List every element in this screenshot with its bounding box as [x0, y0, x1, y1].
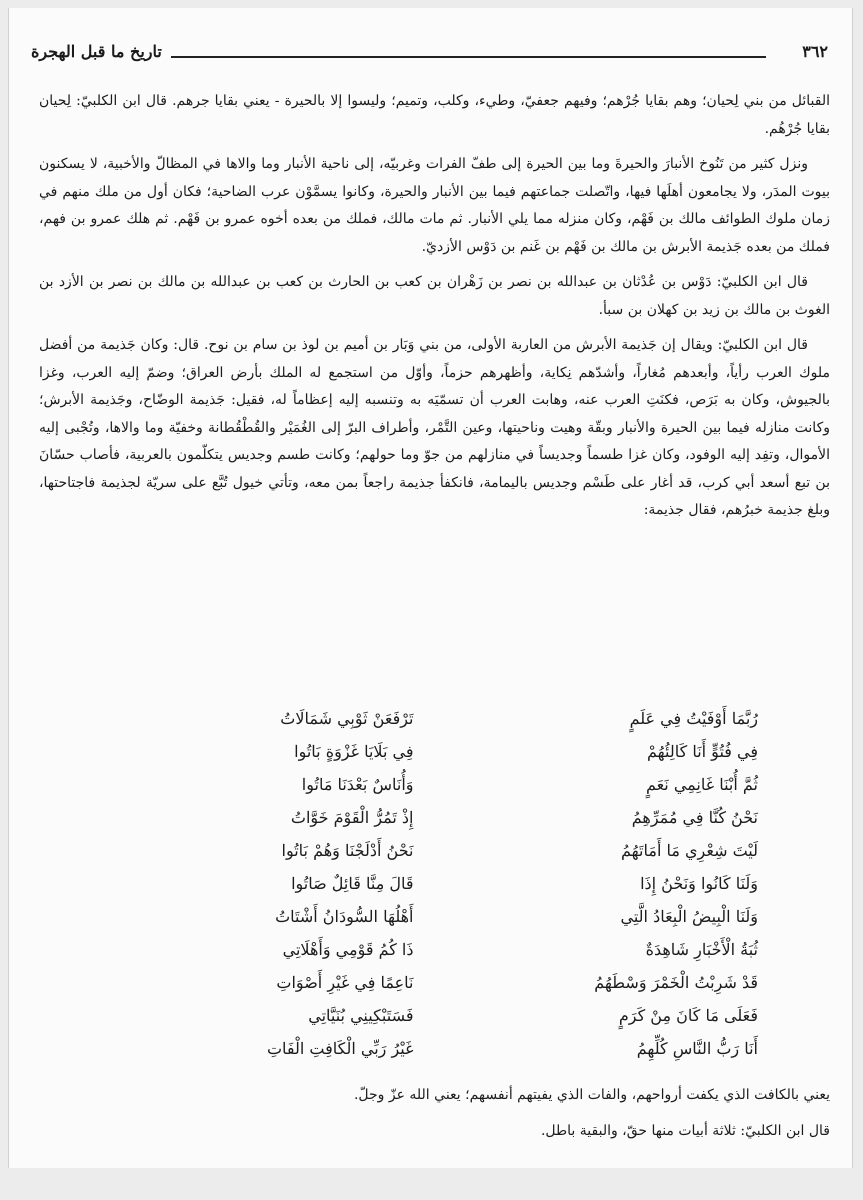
verse-first-hemistich: وَلَنَا الْبِيضُ الْبِعَادُ الَّتِي — [620, 907, 758, 926]
poem — [49, 702, 818, 1065]
poem-verse — [49, 702, 818, 735]
poem-verse — [49, 834, 818, 867]
verse-first-hemistich: ثُمَّ أُبْنَا غَانِمِي نَعَمٍ — [645, 775, 758, 794]
verse-second-hemistich: ذَا كُمُ قَوْمِي وَأَهْلَاتِي — [282, 940, 414, 959]
poem-verse — [49, 999, 818, 1032]
closing-text — [37, 1082, 830, 1153]
poem-verse — [49, 900, 818, 933]
verse-second-hemistich: إِذْ تَمُرُّ الْقَوْمَ خَوَّاتُ — [290, 808, 414, 827]
verse-first-hemistich: رُبَّمَا أَوْفَيْتُ فِي عَلَمٍ — [629, 709, 758, 728]
verse-first-hemistich: فِي فُتُوٍّ أَنَا كَالِئُهُمْ — [647, 742, 758, 761]
verse-first-hemistich: قَدْ شَرِبْتُ الْخَمْرَ وَسْطَهُمُ — [594, 973, 758, 992]
poem-verse — [49, 735, 818, 768]
verse-second-hemistich: فَسَتَبْكِينِي بُنَيَّاتِي — [308, 1006, 414, 1025]
verse-first-hemistich: نَحْنُ كُنَّا فِي مُمَرِّهِمُ — [631, 808, 758, 827]
verse-second-hemistich: غَيْرُ رَبِّي الْكَافِتِ الْفَاتِ — [266, 1039, 414, 1058]
poem-verse — [49, 801, 818, 834]
poem-verse — [49, 1032, 818, 1065]
verse-second-hemistich: نَاعِمًا فِي غَيْرِ أَصْوَاتِ — [276, 973, 414, 992]
paragraph: قال ابن الكلبيّ: دَوْس بن عُدْثان بن عبدالله بن نصر بن زَهْران بن كعب بن الحارث بن كعب بن عبدالله بن مالك بن نصر بن الأزد بن الغوث بن مالك بن زيد بن كهلان بن سبأ. — [39, 274, 830, 318]
verse-second-hemistich: أَهْلُهَا السُّودَانُ أَشْتَاتُ — [275, 907, 414, 926]
page-header — [31, 40, 828, 70]
verse-first-hemistich: لَيْتَ شِعْرِي مَا أَمَاتَهُمُ — [621, 841, 758, 860]
paragraph: قال ابن الكلبيّ: ثلاثة أبيات منها حقّ، والبقية باطل. — [540, 1122, 830, 1139]
paragraph: القبائل من بني لِحيان؛ وهم بقايا جُرْهم؛ وفيهم جعفيّ، وطيء، وكلب، وتميم؛ وليسوا إلا بالحيرة - يعني بقايا جرهم. قال ابن الكلبيّ: لِحيان بقايا جُرْهُم. — [39, 93, 830, 137]
verse-second-hemistich: قَالَ مِنَّا قَائِلٌ صَاتُوا — [291, 874, 414, 893]
verse-first-hemistich: وَلَنَا كَانُوا وَنَحْنُ إِذَا — [640, 874, 758, 893]
poem-verse — [49, 966, 818, 999]
book-title: تاريخ ما قبل الهجرة — [31, 42, 162, 61]
verse-second-hemistich: وَأُنَاسٌ بَعْدَنَا مَاتُوا — [301, 775, 414, 794]
verse-first-hemistich: أَنَا رَبُّ النَّاسِ كُلِّهِمُ — [636, 1039, 758, 1058]
header-rule — [171, 56, 766, 58]
paragraph: يعني بالكافت الذي يكفت أرواحهم، والفات الذي يفيتهم أنفسهم؛ يعني الله عزّ وجلّ. — [353, 1087, 830, 1103]
paragraph: قال ابن الكلبيّ: ويقال إن جَذيمة الأبرش من العاربة الأولى، من بني وَبَار بن أميم بن لوذ بن سام بن نوح. قال: وكان جَذيمة من أفضل ملوك العرب رأياً، وأبعدهم مُغاراً، وأشدّهم نِكاية، وأظهرهم حزماً، وأوّل من استجمع له الملك بأرض العراق؛ وضمّ إليه العرب، وغزا بالجيوش، وكان به بَرَص، فكنَتِ العرب عنه، وهابت العرب أن تسمّيَه به وتنسبه إليه إعظاماً له، فقيل: جَذيمة الوضّاح، وجَذيمة الأبرش؛ وكانت منازله فيما بين الحيرة والأنبار وبقّة وهيت وناحيتها، وعين التَّمْر، وأطراف البرّ إلى الغُمَيْر والقُطْقُطانة وخفيّة وما والاها، وتُجْبى إليه الأموال، وتفِد إليه الوفود، وكان غزا طسماً وجديساً في منازلهم من جوّ وما حولهم؛ وكانت طسم وجديس يتكلّمون بالعربية، فأصاب حسّانَ بن تبع أسعد أبي كرب، قد أغار على طَسْم وجديس باليمامة، فانكفأ جذيمة راجعاً بمن معه، وتأتي خيول تُبَّع على سريّة لجذيمة فاجتاحتها، وبلغ جذيمة خبرُهم، فقال جذيمة: — [39, 337, 830, 518]
verse-second-hemistich: فِي بَلَايَا غَزْوَةٍ بَاتُوا — [294, 742, 414, 761]
poem-verse — [49, 933, 818, 966]
verse-second-hemistich: نَحْنُ أَدْلَجْنَا وَهُمْ بَاتُوا — [281, 841, 414, 860]
poem-verse — [49, 768, 818, 801]
verse-second-hemistich: تَرْفَعَنْ ثَوْبِي شَمَالَاتُ — [280, 709, 414, 728]
paragraph: ونزل كثير من تَنُوخ الأنبارَ والحيرةَ وما بين الحيرة إلى طفّ الفرات وغربيّه، إلى ناحية الأنبار وما والاها في المظالّ والأخبية، لا يسكنون بيوت المدَر، ولا يجامعون أهلَها فيها، واتّصلت جماعتهم فيما بين الأنبار والحيرة، وكانوا يسمَّوْن عرب الضاحية؛ فكان أول من ملك منهم في زمان ملوك الطوائف مالك بن فَهْم، وكان منزله مما يلي الأنبار. ثم مات مالك، فملك من بعده أخوه عمرو بن فَهْم. ثم هلك عمرو بن فهم، فملك من بعده جَذيمة الأبرش بن مالك بن فَهْم بن غَنم بن دَوْس الأزديّ. — [39, 156, 830, 255]
book-page — [8, 8, 853, 1168]
body-text — [39, 88, 830, 533]
page-number: ٣٦٢ — [802, 42, 828, 61]
verse-first-hemistich: ثُبَةُ الْأَخْبَارِ شَاهِدَةٌ — [645, 940, 758, 959]
verse-first-hemistich: فَعَلَى مَا كَانَ مِنْ كَرَمٍ — [618, 1006, 758, 1025]
poem-verse — [49, 867, 818, 900]
